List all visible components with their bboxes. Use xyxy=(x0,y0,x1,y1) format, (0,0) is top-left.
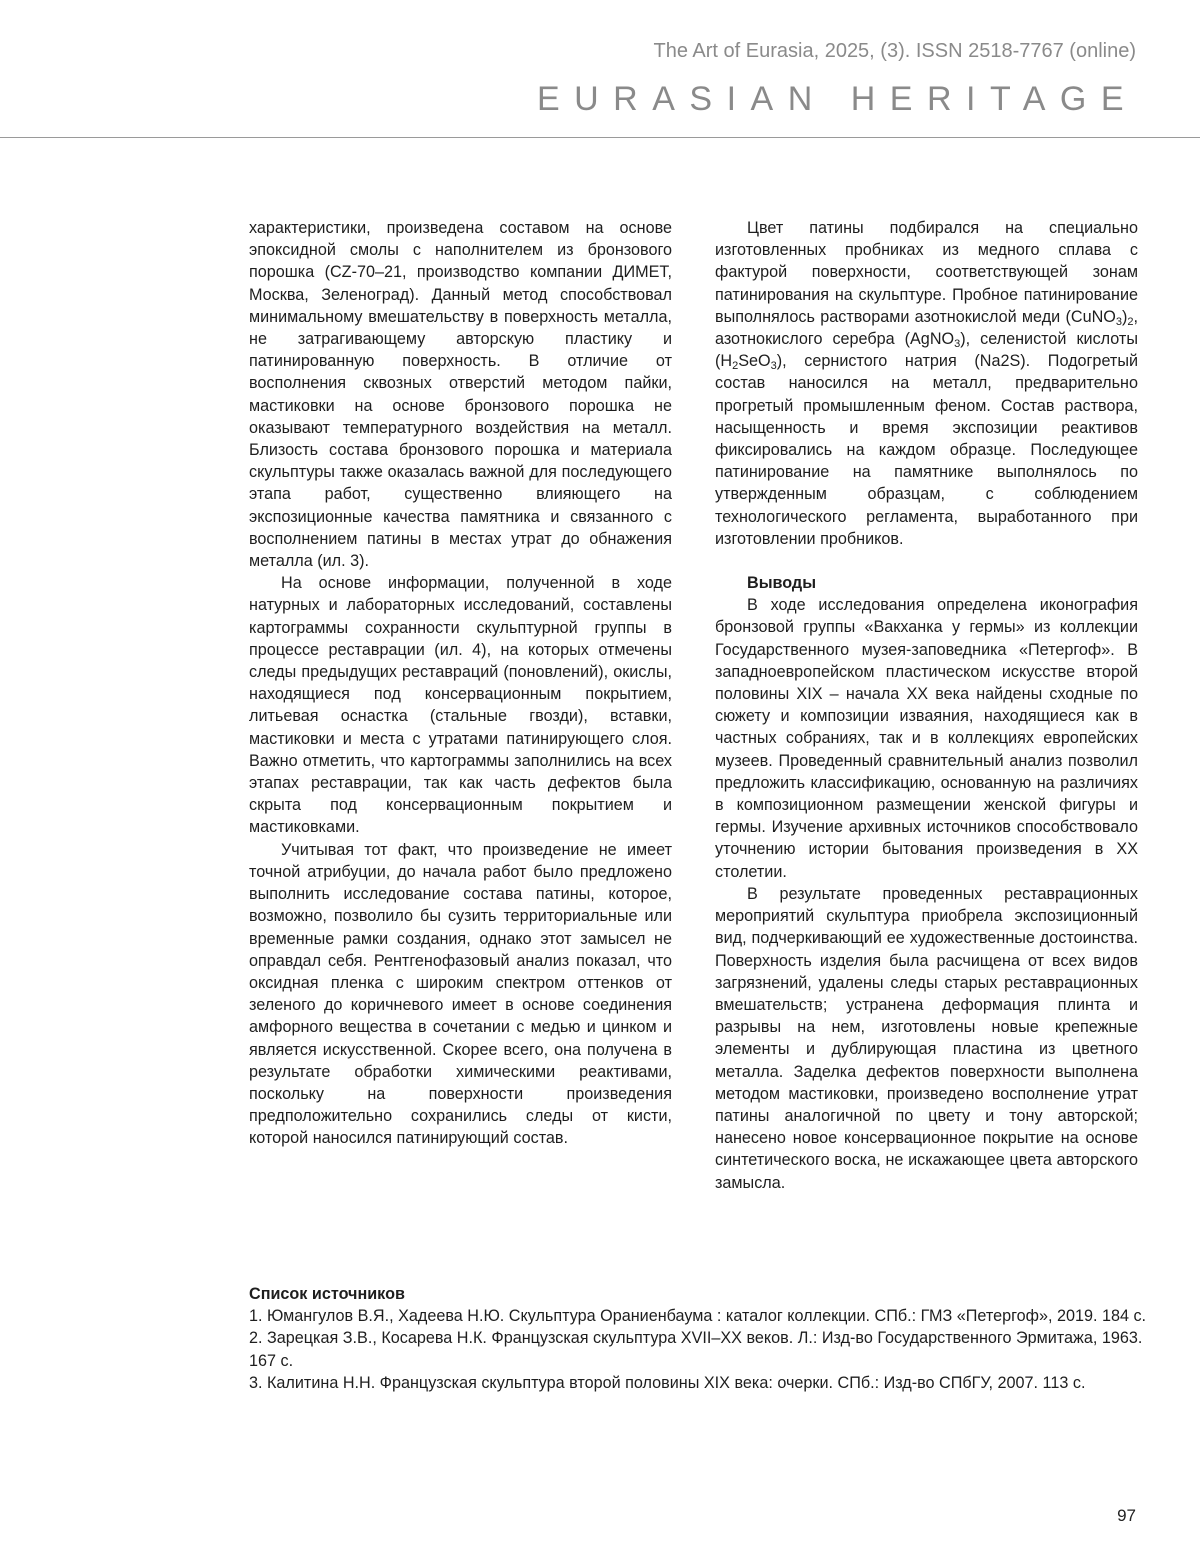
paragraph: На основе информации, полученной в ходе натурных и лабораторных исследований, составлены картограммы сохранности скульптурной группы в процессе реставрации (ил. 4), на которых отмечены следы предыдущих реставраций (поновлений), окислы, находящиеся под консервационным покрытием, литьевая оснастка (стальные гвозди), вставки, мастиковки и места с утратами патинирующего слоя. Важно отметить, что картограммы заполнились на всех этапах реставрации, так как часть дефектов была скрыта под консервационным покрытием и мастиковками. xyxy=(249,574,672,837)
paragraph: В ходе исследования определена иконография бронзовой группы «Вакханка у гермы» из коллекции Государственного музея-заповедника «Петергоф». В западноевропейском пластическом искусстве второй половины XIX – начала XX века найдены сходные по сюжету и композиции изваяния, находящиеся как в частных собраниях, так и в коллекциях европейских музеев. Проведенный сравнительный анализ позволил предложить классификацию, основанную на различиях в композиционном размещении женской фигуры и гермы. Изучение архивных источников способствовало уточнению истории бытования произведения в XX столетии. xyxy=(715,596,1138,881)
header-divider xyxy=(0,137,1200,138)
right-column xyxy=(715,217,1138,1194)
reference-item: 2. Зарецкая З.В., Косарева Н.К. Французская скульптура XVII–XX веков. Л.: Изд-во Государственного Эрмитажа, 1963. 167 с. xyxy=(249,1329,1143,1370)
references-title: Список источников xyxy=(249,1285,405,1303)
paragraph: В результате проведенных реставрационных мероприятий скульптура приобрела экспозиционный вид, подчеркивающий ее художественные достоинства. Поверхность изделия была расчищена от всех видов загрязнений, удалены следы старых реставрационных вмешательств; устранена деформация плинта и разрывы на нем, изготовлены новые крепежные элементы и дублирующая пластина из цветного металла. Заделка дефектов поверхности выполнена методом мастиковки, произведено восполнение утрат патины аналогичной по цвету и тону авторской; нанесено новое консервационное покрытие на основе синтетического воска, не искажающее цвета авторского замысла. xyxy=(715,884,1138,1192)
paragraph: Учитывая тот факт, что произведение не имеет точной атрибуции, до начала работ было предложено выполнить исследование состава патины, которое, возможно, позволило бы сузить территориальные или временные рамки создания, однако этот замысел не оправдал себя. Рентгенофазовый анализ показал, что оксидная пленка с широким спектром оттенков от зеленого до коричневого имеет в основе соединения амфорного вещества в сочетании с медью и цинком и является искусственной. Скорее всего, она получена в результате обработки химическими реактивами, поскольку на поверхности произведения предположительно сохранились следы от кисти, которой наносился патинирующий состав. xyxy=(249,840,672,1148)
reference-item: 3. Калитина Н.Н. Французская скульптура второй половины XIX века: очерки. СПб.: Изд-во СПбГУ, 2007. 113 с. xyxy=(249,1373,1086,1392)
section-heading: Выводы xyxy=(747,574,817,593)
paragraph: характеристики, произведена составом на основе эпоксидной смолы с наполнителем из бронзового порошка (CZ-70–21, производство компании ДИМЕТ, Москва, Зеленоград). Данный метод способствовал минимальному вмешательству в поверхность металла, не затрагивающему авторскую пластику и патинированную поверхность. В отличие от восполнения сквозных отверстий методом пайки, мастиковки на основе бронзового порошка не оказывают температурного воздействия на металл. Близость состава бронзового порошка и материала скульптуры также оказалась важной для последующего этапа работ, существенно влияющего на экспозиционные качества памятника и связанного с восполнением патины в местах утрат до обнажения металла (ил. 3). xyxy=(249,219,672,571)
journal-citation: The Art of Eurasia, 2025, (3). ISSN 2518-7767 (online) xyxy=(653,40,1136,62)
reference-item: 1. Юмангулов В.Я., Хадеева Н.Ю. Скульптура Ораниенбаума : каталог коллекции. СПб.: ГМЗ «Петергоф», 2019. 184 с. xyxy=(249,1307,1147,1326)
left-column xyxy=(249,217,672,1150)
section-title: EURASIAN HERITAGE xyxy=(536,80,1138,118)
paragraph-patina: Цвет патины подбирался на специально изготовленных пробниках из медного сплава с фактурой поверхности, соответствующей зонам патинирования на скульптуре. Пробное патинирование выполнялось растворами азотнокислой меди $(CuNO_3)_2$, азотнокислого серебра (AgNO$_3$), селенистой кислоты $(H_2SeO_3)$, сернистого натрия (Na2S). Подогретый состав наносился на металл, предварительно прогретый промышленным феном. Состав раствора, насыщенность и время экспозиции реактивов фиксировались на каждом образце. Последующее патинирование на памятнике выполнялось по утвержденным образцам, с соблюдением технологического регламента, выработанного при изготовлении пробников. xyxy=(715,219,1138,548)
references xyxy=(249,1283,1149,1394)
page-number: 97 xyxy=(1117,1506,1136,1525)
